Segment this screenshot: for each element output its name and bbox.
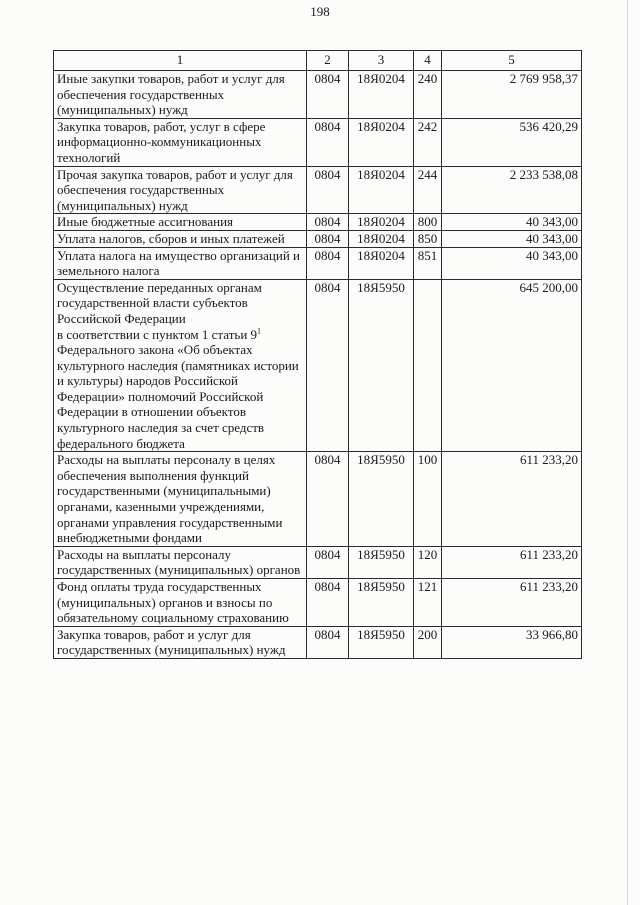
kind-code: 121	[414, 579, 442, 627]
target-code: 18Я0204	[349, 214, 414, 231]
expense-name: Прочая закупка товаров, работ и услуг для обеспечения государственных (муниципальных) нужд	[54, 166, 307, 214]
section-code: 0804	[307, 452, 349, 547]
kind-code: 120	[414, 546, 442, 578]
expense-name: Закупка товаров, работ и услуг для государственных (муниципальных) нужд	[54, 626, 307, 658]
target-code: 18Я0204	[349, 166, 414, 214]
budget-table	[53, 50, 582, 659]
expense-name: Фонд оплаты труда государственных (муниципальных) органов и взносы по обязательному социальному страхованию	[54, 579, 307, 627]
amount: 536 420,29	[442, 118, 582, 166]
table-row	[54, 247, 582, 279]
amount: 40 343,00	[442, 214, 582, 231]
expense-name: Иные закупки товаров, работ и услуг для обеспечения государственных (муниципальных) нужд	[54, 71, 307, 119]
expense-name: Иные бюджетные ассигнования	[54, 214, 307, 231]
expense-name: Расходы на выплаты персоналу государственных (муниципальных) органов	[54, 546, 307, 578]
table-row	[54, 71, 582, 119]
page-edge-line	[627, 0, 628, 905]
target-code: 18Я0204	[349, 230, 414, 247]
table-row	[54, 118, 582, 166]
column-header: 5	[442, 51, 582, 71]
section-code: 0804	[307, 214, 349, 231]
expense-name: Уплата налога на имущество организаций и земельного налога	[54, 247, 307, 279]
column-header: 4	[414, 51, 442, 71]
section-code: 0804	[307, 546, 349, 578]
expense-name-part	[57, 327, 303, 343]
target-code: 18Я5950	[349, 546, 414, 578]
kind-code: 800	[414, 214, 442, 231]
kind-code: 850	[414, 230, 442, 247]
amount: 611 233,20	[442, 546, 582, 578]
expense-name: Расходы на выплаты персоналу в целях обеспечения выполнения функций государственными (муниципальными) органами, казенными учреждениями, органами управления государственными внебюджетными фондами	[54, 452, 307, 547]
table-row	[54, 579, 582, 627]
section-code: 0804	[307, 71, 349, 119]
amount: 33 966,80	[442, 626, 582, 658]
table-row	[54, 546, 582, 578]
amount: 40 343,00	[442, 247, 582, 279]
expense-name-part: Федерального закона «Об объектах культурного наследия (памятниках истории и культуры) народов Российской Федерации» полномочий Российской Федерации в отношении объектов культурного наследия за счет средств федерального бюджета	[57, 342, 299, 451]
target-code: 18Я5950	[349, 626, 414, 658]
expense-name-part: в соответствии с пунктом 1 статьи 9	[57, 326, 258, 342]
section-code: 0804	[307, 166, 349, 214]
column-header: 1	[54, 51, 307, 71]
target-code: 18Я5950	[349, 452, 414, 547]
section-code: 0804	[307, 279, 349, 452]
target-code: 18Я5950	[349, 579, 414, 627]
amount: 2 233 538,08	[442, 166, 582, 214]
table-header-row	[54, 51, 582, 71]
section-code: 0804	[307, 230, 349, 247]
target-code: 18Я0204	[349, 247, 414, 279]
section-code: 0804	[307, 247, 349, 279]
expense-name-part: Осуществление переданных органам государственной власти субъектов Российской Федерации	[57, 279, 262, 326]
amount: 40 343,00	[442, 230, 582, 247]
expense-name	[54, 279, 307, 452]
table-row	[54, 626, 582, 658]
column-header: 3	[349, 51, 414, 71]
section-code: 0804	[307, 118, 349, 166]
target-code: 18Я0204	[349, 71, 414, 119]
amount: 611 233,20	[442, 452, 582, 547]
page-number: 198	[310, 4, 330, 19]
kind-code: 200	[414, 626, 442, 658]
amount: 2 769 958,37	[442, 71, 582, 119]
kind-code: 851	[414, 247, 442, 279]
table-row	[54, 166, 582, 214]
section-code: 0804	[307, 579, 349, 627]
section-code: 0804	[307, 626, 349, 658]
target-code: 18Я5950	[349, 279, 414, 452]
kind-code	[414, 279, 442, 452]
amount: 611 233,20	[442, 579, 582, 627]
footnote-mark: 1	[257, 326, 262, 336]
table-row	[54, 214, 582, 231]
column-header: 2	[307, 51, 349, 71]
kind-code: 100	[414, 452, 442, 547]
target-code: 18Я0204	[349, 118, 414, 166]
kind-code: 240	[414, 71, 442, 119]
kind-code: 244	[414, 166, 442, 214]
expense-name: Закупка товаров, работ, услуг в сфере информационно-коммуникационных технологий	[54, 118, 307, 166]
table-row	[54, 279, 582, 452]
expense-name: Уплата налогов, сборов и иных платежей	[54, 230, 307, 247]
amount: 645 200,00	[442, 279, 582, 452]
table-row	[54, 230, 582, 247]
table-row	[54, 452, 582, 547]
kind-code: 242	[414, 118, 442, 166]
